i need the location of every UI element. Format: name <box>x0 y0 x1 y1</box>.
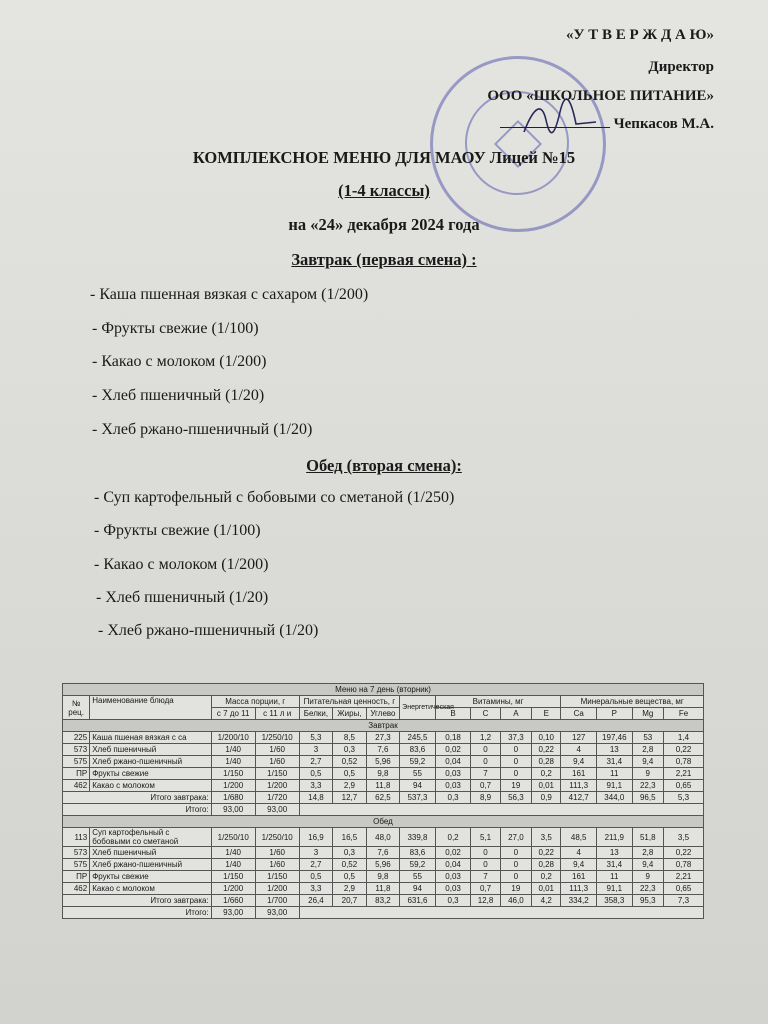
breakfast-item: - Хлеб ржано-пшеничный (1/20) <box>92 421 313 438</box>
lunch-item: - Хлеб пшеничный (1/20) <box>96 589 269 606</box>
breakfast-heading: Завтрак (первая смена) : <box>291 250 477 269</box>
table-cell: 2,8 <box>632 847 663 859</box>
dish-name-cell: Какао с молоком <box>90 883 211 895</box>
sum-empty-cell <box>299 804 703 816</box>
table-cell: 573 <box>63 744 90 756</box>
table-row <box>63 859 704 871</box>
approval-signer: Чепкасов М.А. <box>613 116 714 132</box>
total-cell: 1/660 <box>211 895 255 907</box>
table-cell: 1/150 <box>211 871 255 883</box>
table-cell: 161 <box>561 871 597 883</box>
total-cell: 1/680 <box>211 792 255 804</box>
total-cell: 95,3 <box>632 895 663 907</box>
table-cell: 0 <box>471 756 500 768</box>
table-cell: 575 <box>63 859 90 871</box>
table-cell: 0 <box>471 744 500 756</box>
table-cell: 0,22 <box>532 744 561 756</box>
table-cell: 1/60 <box>255 859 299 871</box>
table-total-row <box>63 792 704 804</box>
table-cell: 0 <box>500 871 531 883</box>
table-cell: 4 <box>561 744 597 756</box>
sum-empty-cell <box>299 907 703 919</box>
table-cell: 0,3 <box>333 847 367 859</box>
total-cell: 344,0 <box>596 792 632 804</box>
table-cell: 1/60 <box>255 847 299 859</box>
table-cell: 9 <box>632 871 663 883</box>
table-cell: 111,3 <box>561 883 597 895</box>
table-cell: 11,8 <box>366 883 400 895</box>
table-cell: 0,52 <box>333 756 367 768</box>
table-row <box>63 871 704 883</box>
table-cell: 197,46 <box>596 732 632 744</box>
col-minerals-header: Минеральные вещества, мг <box>561 696 704 708</box>
total-cell: 1/720 <box>255 792 299 804</box>
table-cell: 4 <box>561 847 597 859</box>
round-seal-icon <box>430 56 606 232</box>
table-cell: 0,5 <box>299 871 333 883</box>
dish-name-cell: Фрукты свежие <box>90 768 211 780</box>
table-cell: 0,10 <box>532 732 561 744</box>
table-cell: 0 <box>500 744 531 756</box>
col-nutrition-header: Питательная ценность, г <box>299 696 400 708</box>
table-cell: 0,03 <box>435 883 471 895</box>
table-cell: 0,28 <box>532 859 561 871</box>
table-cell: 94 <box>400 780 436 792</box>
table-cell: 0,03 <box>435 768 471 780</box>
total-cell: 358,3 <box>596 895 632 907</box>
approval-org: ООО «ШКОЛЬНОЕ ПИТАНИЕ» <box>487 88 714 104</box>
col-vitamins-header: Витамины, мг <box>435 696 561 708</box>
dish-name-cell: Хлеб ржано-пшеничный <box>90 756 211 768</box>
table-cell: 91,1 <box>596 780 632 792</box>
total-cell: 5,3 <box>663 792 703 804</box>
table-cell: 83,6 <box>400 847 436 859</box>
table-cell: 22,3 <box>632 883 663 895</box>
table-cell: 0,7 <box>471 883 500 895</box>
table-cell: 48,5 <box>561 828 597 847</box>
table-cell: 0,65 <box>663 780 703 792</box>
dish-name-cell: Каша пшеная вязкая с са <box>90 732 211 744</box>
table-row <box>63 780 704 792</box>
table-cell: 0,03 <box>435 871 471 883</box>
table-cell: 0,7 <box>471 780 500 792</box>
table-cell: 1/150 <box>255 871 299 883</box>
total-cell: 412,7 <box>561 792 597 804</box>
table-cell: 5,96 <box>366 859 400 871</box>
table-cell: 59,2 <box>400 859 436 871</box>
table-cell: 1/200 <box>211 883 255 895</box>
table-cell: 0,65 <box>663 883 703 895</box>
breakfast-section-label: Завтрак <box>63 720 704 732</box>
dish-name-cell: Хлеб ржано-пшеничный <box>90 859 211 871</box>
table-cell: ПР <box>63 871 90 883</box>
total-cell: 0,3 <box>435 792 471 804</box>
table-cell: 0,2 <box>435 828 471 847</box>
table-cell: 48,0 <box>366 828 400 847</box>
table-cell: 1/250/10 <box>211 828 255 847</box>
table-cell: 27,0 <box>500 828 531 847</box>
table-cell: 0,5 <box>299 768 333 780</box>
table-cell: 9,4 <box>561 756 597 768</box>
table-cell: 0,2 <box>532 871 561 883</box>
approval-signer-row <box>500 116 714 133</box>
sum-cell: 93,00 <box>255 804 299 816</box>
table-row <box>63 828 704 847</box>
table-cell: 2,7 <box>299 756 333 768</box>
breakfast-rows <box>63 732 704 816</box>
table-cell: 0,78 <box>663 756 703 768</box>
table-cell: 0,03 <box>435 780 471 792</box>
col-p-header: P <box>596 708 632 720</box>
table-cell: 1/200 <box>255 883 299 895</box>
breakfast-item: - Фрукты свежие (1/100) <box>92 320 259 337</box>
total-cell: 0,9 <box>532 792 561 804</box>
total-cell: 26,4 <box>299 895 333 907</box>
table-cell: 5,1 <box>471 828 500 847</box>
table-cell: 0 <box>471 859 500 871</box>
table-cell: 27,3 <box>366 732 400 744</box>
lunch-item: - Суп картофельный с бобовыми со сметаной (1/250) <box>94 489 455 506</box>
table-cell: 2,21 <box>663 768 703 780</box>
table-total-row <box>63 895 704 907</box>
approval-title: «У Т В Е Р Ж Д А Ю» <box>565 27 714 43</box>
table-row <box>63 732 704 744</box>
table-cell: 211,9 <box>596 828 632 847</box>
table-cell: 7,6 <box>366 744 400 756</box>
table-cell: 0,52 <box>333 859 367 871</box>
total-cell: 46,0 <box>500 895 531 907</box>
table-cell: 53 <box>632 732 663 744</box>
dish-name-cell: Хлеб пшеничный <box>90 847 211 859</box>
table-cell: 3 <box>299 847 333 859</box>
total-cell: 0,3 <box>435 895 471 907</box>
total-cell: 62,5 <box>366 792 400 804</box>
sum-cell: 93,00 <box>255 907 299 919</box>
sum-label-cell: Итого: <box>63 804 212 816</box>
table-caption: Меню на 7 день (вторник) <box>63 684 704 696</box>
table-cell: 0,5 <box>333 768 367 780</box>
table-cell: ПР <box>63 768 90 780</box>
table-cell: 19 <box>500 780 531 792</box>
col-a-header: A <box>500 708 531 720</box>
table-cell: 1,4 <box>663 732 703 744</box>
table-cell: 0 <box>500 859 531 871</box>
table-cell: 11 <box>596 768 632 780</box>
total-cell: 334,2 <box>561 895 597 907</box>
menu-date: на «24» декабря 2024 года <box>288 215 480 234</box>
total-cell: 14,8 <box>299 792 333 804</box>
table-cell: 1/200/10 <box>211 732 255 744</box>
table-cell: 1/40 <box>211 756 255 768</box>
col-age1-header: с 7 до 11 <box>211 708 255 720</box>
table-cell: 0 <box>500 847 531 859</box>
sum-cell: 93,00 <box>211 907 255 919</box>
lunch-section-label: Обед <box>63 816 704 828</box>
table-cell: 1/200 <box>255 780 299 792</box>
table-cell: 9,4 <box>632 756 663 768</box>
table-cell: 0,2 <box>532 768 561 780</box>
table-cell: 5,3 <box>299 732 333 744</box>
col-c-header: C <box>471 708 500 720</box>
table-cell: 225 <box>63 732 90 744</box>
sum-label-cell: Итого: <box>63 907 212 919</box>
table-cell: 0,18 <box>435 732 471 744</box>
total-cell: 1/700 <box>255 895 299 907</box>
col-ca-header: Ca <box>561 708 597 720</box>
table-cell: 55 <box>400 871 436 883</box>
table-cell: 2,9 <box>333 883 367 895</box>
table-cell: 0,04 <box>435 756 471 768</box>
total-cell: 12,8 <box>471 895 500 907</box>
sum-cell: 93,00 <box>211 804 255 816</box>
table-cell: 0,3 <box>333 744 367 756</box>
table-cell: 1/150 <box>211 768 255 780</box>
table-cell: 3,5 <box>532 828 561 847</box>
table-cell: 245,5 <box>400 732 436 744</box>
lunch-item: - Какао с молоком (1/200) <box>94 556 269 573</box>
table-cell: 0,22 <box>532 847 561 859</box>
table-cell: 2,7 <box>299 859 333 871</box>
table-cell: 1/40 <box>211 744 255 756</box>
table-row <box>63 768 704 780</box>
table-cell: 3,3 <box>299 780 333 792</box>
table-cell: 31,4 <box>596 756 632 768</box>
table-cell: 573 <box>63 847 90 859</box>
table-cell: 127 <box>561 732 597 744</box>
table-cell: 94 <box>400 883 436 895</box>
table-cell: 1/40 <box>211 847 255 859</box>
table-cell: 16,9 <box>299 828 333 847</box>
total-cell: 83,2 <box>366 895 400 907</box>
total-cell: 20,7 <box>333 895 367 907</box>
table-cell: 5,96 <box>366 756 400 768</box>
table-cell: 0,5 <box>333 871 367 883</box>
table-cell: 1/40 <box>211 859 255 871</box>
total-cell: 8,9 <box>471 792 500 804</box>
menu-title: КОМПЛЕКСНОЕ МЕНЮ ДЛЯ МАОУ Лицей №15 <box>192 148 576 167</box>
total-cell: 12,7 <box>333 792 367 804</box>
table-cell: 16,5 <box>333 828 367 847</box>
table-cell: 8,5 <box>333 732 367 744</box>
table-cell: 0 <box>471 847 500 859</box>
col-e-header: E <box>532 708 561 720</box>
table-cell: 0,02 <box>435 744 471 756</box>
dish-name-cell: Фрукты свежие <box>90 871 211 883</box>
table-cell: 0,01 <box>532 883 561 895</box>
dish-name-cell: Какао с молоком <box>90 780 211 792</box>
dish-name-cell: Хлеб пшеничный <box>90 744 211 756</box>
table-cell: 59,2 <box>400 756 436 768</box>
lunch-item: - Фрукты свежие (1/100) <box>94 522 261 539</box>
table-cell: 9,8 <box>366 768 400 780</box>
table-cell: 0 <box>500 756 531 768</box>
table-cell: 7 <box>471 768 500 780</box>
col-protein-header: Белки, <box>299 708 333 720</box>
table-sum-row <box>63 804 704 816</box>
table-cell: 91,1 <box>596 883 632 895</box>
table-cell: 0,22 <box>663 847 703 859</box>
lunch-rows <box>63 828 704 919</box>
table-cell: 31,4 <box>596 859 632 871</box>
lunch-heading: Обед (вторая смена): <box>306 456 462 475</box>
table-row <box>63 756 704 768</box>
total-cell: 4,2 <box>532 895 561 907</box>
table-cell: 9,4 <box>632 859 663 871</box>
table-cell: 7 <box>471 871 500 883</box>
total-cell: 631,6 <box>400 895 436 907</box>
total-cell: 56,3 <box>500 792 531 804</box>
table-cell: 55 <box>400 768 436 780</box>
table-cell: 1/150 <box>255 768 299 780</box>
table-cell: 2,8 <box>632 744 663 756</box>
table-cell: 9,8 <box>366 871 400 883</box>
table-cell: 2,9 <box>333 780 367 792</box>
table-cell: 3,3 <box>299 883 333 895</box>
table-cell: 0 <box>500 768 531 780</box>
table-cell: 3 <box>299 744 333 756</box>
table-cell: 9,4 <box>561 859 597 871</box>
table-cell: 19 <box>500 883 531 895</box>
table-cell: 11,8 <box>366 780 400 792</box>
menu-classes: (1-4 классы) <box>338 181 430 200</box>
breakfast-item: - Хлеб пшеничный (1/20) <box>92 387 265 404</box>
table-cell: 13 <box>596 744 632 756</box>
breakfast-item: - Каша пшенная вязкая с сахаром (1/200) <box>90 286 369 303</box>
table-row <box>63 744 704 756</box>
lunch-item: - Хлеб ржано-пшеничный (1/20) <box>98 622 319 639</box>
approval-position: Директор <box>648 59 714 75</box>
table-cell: 22,3 <box>632 780 663 792</box>
table-cell: 0,02 <box>435 847 471 859</box>
table-cell: 51,8 <box>632 828 663 847</box>
col-mg-header: Mg <box>632 708 663 720</box>
table-cell: 1/200 <box>211 780 255 792</box>
col-portion-header: Масса порции, г <box>211 696 299 708</box>
table-cell: 1/60 <box>255 744 299 756</box>
table-row <box>63 883 704 895</box>
table-cell: 0,78 <box>663 859 703 871</box>
col-name-header: Наименование блюда <box>90 696 211 720</box>
col-fat-header: Жиры, <box>333 708 367 720</box>
table-cell: 462 <box>63 780 90 792</box>
table-cell: 1/60 <box>255 756 299 768</box>
table-cell: 1,2 <box>471 732 500 744</box>
total-label-cell: Итого завтрака: <box>63 895 212 907</box>
table-row <box>63 847 704 859</box>
table-cell: 1/250/10 <box>255 732 299 744</box>
table-cell: 575 <box>63 756 90 768</box>
table-cell: 0,01 <box>532 780 561 792</box>
total-cell: 7,3 <box>663 895 703 907</box>
table-cell: 9 <box>632 768 663 780</box>
table-cell: 3,5 <box>663 828 703 847</box>
col-num-header: № рец. <box>63 696 90 720</box>
table-cell: 0,04 <box>435 859 471 871</box>
table-cell: 0,22 <box>663 744 703 756</box>
table-cell: 1/250/10 <box>255 828 299 847</box>
table-cell: 13 <box>596 847 632 859</box>
table-cell: 161 <box>561 768 597 780</box>
table-cell: 462 <box>63 883 90 895</box>
table-sum-row <box>63 907 704 919</box>
table-cell: 0,28 <box>532 756 561 768</box>
dish-name-cell: Суп картофельный с бобовыми со сметаной <box>90 828 211 847</box>
total-cell: 96,5 <box>632 792 663 804</box>
total-label-cell: Итого завтрака: <box>63 792 212 804</box>
table-cell: 111,3 <box>561 780 597 792</box>
nutrition-table <box>62 683 704 919</box>
table-cell: 37,3 <box>500 732 531 744</box>
table-cell: 83,6 <box>400 744 436 756</box>
col-fe-header: Fe <box>663 708 703 720</box>
col-b-header: B <box>435 708 471 720</box>
table-cell: 339,8 <box>400 828 436 847</box>
col-energy-header: Энергетическая <box>400 696 436 720</box>
breakfast-item: - Какао с молоком (1/200) <box>92 353 267 370</box>
table-cell: 7,6 <box>366 847 400 859</box>
table-cell: 2,21 <box>663 871 703 883</box>
col-carbs-header: Углево <box>366 708 400 720</box>
table-cell: 11 <box>596 871 632 883</box>
table-cell: 113 <box>63 828 90 847</box>
total-cell: 537,3 <box>400 792 436 804</box>
col-age2-header: с 11 л и <box>255 708 299 720</box>
